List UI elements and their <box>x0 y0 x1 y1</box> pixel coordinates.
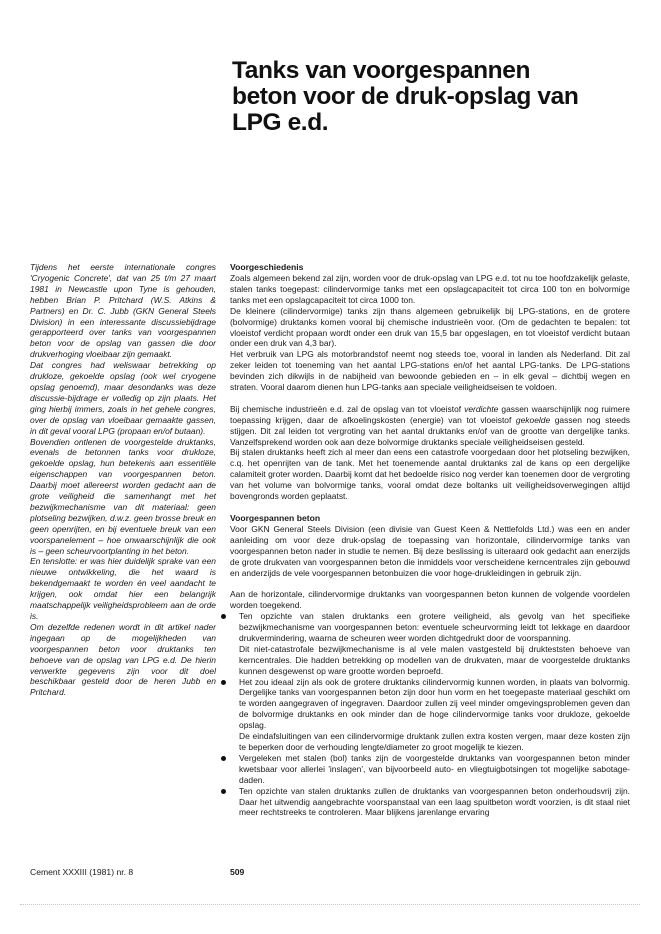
section-heading-voorgespannen-beton: Voorgespannen beton <box>230 512 321 523</box>
emphasis-text: gekoelde <box>515 414 551 425</box>
body-paragraph: Bij chemische industrieën e.d. zal de opslag van tot vloeistof verdichte gassen waarschijnlijk nog ruimere toepassing krijgen, daar de afkoelingskosten (energie) van tot vloeistof gekoelde gassen nog steeds stijgen. Dit zal leiden tot vergroting van het aantal druktanks en/of van de grootte van dergelijke tanks. Vanzelfsprekend worden ook aan deze bolvormige druktanks speciale veiligheidseisen gesteld. <box>230 403 630 447</box>
intro-paragraph: Bovendien ontlenen de voorgestelde druktanks, evenals de betonnen tanks voor drukloze, gekoelde opslag, hun betekenis aan essentiële eigenschappen van voorgespannen beton. Daarbij moet allereerst worden gedacht aan de grote veiligheid die samenhangt met het bezwijkmechanisme van dit materiaal: geen plotseling bezwijken, d.w.z. geen brosse breuk en geen openrijten, en bij eventuele breuk van een voorspanelement – hoe onwaarschijnlijk die ook is – geen scheurvoortplanting in het beton. <box>30 436 216 556</box>
list-item: Ten opzichte van stalen druktanks zullen de druktanks van voorgespannen beton onderhoudsvrij zijn. Daar het uitwendig aangebrachte voorspanstaal van een laag spuitbeton wordt voorzien, is dit staal niet meer rechtstreeks te controleren. Maar blijkens jarenlange ervaring <box>230 786 630 819</box>
list-item: Dit niet-catastrofale bezwijkmechanisme is al vele malen vastgesteld bij drukteststen behoeve van kerncentrales. Die hadden betrekking op modellen van de drukvaten, maar de voorgestelde druktanks kunnen desgewenst op ware grootte worden beproefd. <box>239 643 630 676</box>
body-paragraph: Aan de horizontale, cilindervormige druktanks van voorgespannen beton kunnen de volgende voordelen worden toegekend. <box>230 589 630 611</box>
intro-paragraph: Dat congres had weliswaar betrekking op drukloze, gekoelde opslag (ook wel cryogene opslag genoemd), maar desondanks was deze discussie-bijdrage er volledig op zijn plaats. Het ging hierbij immers, zoals in het gehele congres, over de opslag van vloeibaar gemaakte gassen, in dit geval vooral LPG (propaan en/of butaan). <box>30 360 216 436</box>
page-number: 509 <box>230 867 245 877</box>
bullet-icon <box>221 789 226 794</box>
body-paragraph: Zoals algemeen bekend zal zijn, worden voor de druk-opslag van LPG e.d. tot nu toe hoofdzakelijk gelaste, stalen tanks toegepast: cilindervormige tanks met een opslagcapaciteit tot circa 100 ton en bolvormige tanks met een opslagcapaciteit tot circa 1000 ton. <box>230 273 630 305</box>
intro-paragraph: Om dezelfde redenen wordt in dit artikel nader ingegaan op de mogelijkheden van voorgespannen beton voor druktanks ten behoeve van de opslag van LPG e.d. De hierin verwerkte gegevens zijn voor dit doel beschikbaar gesteld door de heren Jubb en Pritchard. <box>30 621 216 698</box>
section-heading-voorgeschiedenis: Voorgeschiedenis <box>230 262 304 272</box>
body-paragraph: Het verbruik van LPG als motorbrandstof neemt nog steeds toe, vooral in landen als Nederland. Dit zal zeker leiden tot toeneming van het aantal LPG-stations en/of het aantal LPG-tanks. De LPG-stations bevinden zich dikwijls in de nabijheid van bewoonde gebieden en – in elk geval – dichtbij wegen en straten. Vooral daarom dienen hun LPG-tanks aan speciale veiligheidseisen te voldoen. <box>230 349 630 393</box>
article-title <box>232 58 642 136</box>
page-edge-divider <box>20 904 640 905</box>
list-item: Ten opzichte van stalen druktanks een grotere veiligheid, als gevolg van het specifieke bezwijkmechanisme van voorgespannen beton: eventuele scheurvorming leidt tot lekkage en daardoor drukvermindering, waarna de scheuren weer worden dichtgedrukt door de voorspanning. <box>230 611 630 644</box>
body-paragraph: Bij stalen druktanks heeft zich al meer dan eens een catastrofe voorgedaan door het plotseling bezwijken, c.q. het openrijten van de tank. Met het toenemende aantal druktanks zal de kans op een dergelijke calamiteit groter worden. Daarbij komt dat het bedoelde risico nog verder kan toenemen door de vergroting van het volume van bolvormige tanks, vooral omdat deze boltanks uit veiligheidsoverwegingen altijd bovengronds worden geplaatst. <box>230 447 630 502</box>
journal-reference: Cement XXXIII (1981) nr. 8 <box>30 867 134 877</box>
emphasis-text: verdichte <box>464 403 499 414</box>
title-line: Tanks van voorgespannen <box>232 57 531 84</box>
bullet-icon <box>221 680 226 685</box>
main-column <box>230 262 630 818</box>
title-line: LPG e.d. <box>232 109 329 136</box>
intro-paragraph: Tijdens het eerste internationale congres 'Cryogenic Concrete', dat van 25 t/m 27 maart 1981 in Newcastle upon Tyne is gehouden, hebben Brian P. Pritchard (W.S. Atkins & Partners) en Dr. C. Jubb (GKN General Steels Division) in een interessante discussiebijdrage gerapporteerd over tanks van voorgespannen beton voor de opslag van gassen die door drukverhoging vloeibaar zijn gemaakt. <box>30 262 216 360</box>
body-paragraph: De kleinere (cilindervormige) tanks zijn thans algemeen gebruikelijk bij LPG-stations, en de grotere (bolvormige) druktanks komen vooral bij chemische industrieën voor. (Om de gedachten te bepalen: tot vloeistof verdicht propaan wordt onder een druk van 15,5 bar opgeslagen, en tot vloeistof verdicht butaan onder een druk van 4,3 bar). <box>230 305 630 349</box>
bullet-icon <box>221 614 226 619</box>
advantages-list <box>230 611 630 818</box>
bullet-icon <box>221 756 226 761</box>
list-item: Vergeleken met stalen (bol) tanks zijn de voorgestelde druktanks van voorgespannen beton minder kwetsbaar voor allerlei 'inslagen', van bijvoorbeeld auto- en vliegtuigbotsingen tot mogelijke sabotage-daden. <box>230 753 630 786</box>
intro-column <box>30 262 216 698</box>
list-item: De eindafsluitingen van een cilindervormige druktank zullen extra kosten vergen, maar deze kosten zijn te beperken door de verhouding lengte/diameter zo groot mogelijk te kiezen. <box>239 731 630 753</box>
list-item: Het zou ideaal zijn als ook de grotere druktanks cilindervormig kunnen worden, in plaats van bolvormig. Dergelijke tanks van voorgespannen beton zijn door hun vorm en het toegepaste materiaal geschikt om te worden aangegraven of ingegraven. Daardoor zullen zij veel minder omgevingsproblemen geven dan de bolvormige druktanks en ook minder dan de hoge cilindervormige tanks voor drukloze, gekoelde opslag. <box>230 677 630 732</box>
intro-paragraph: En tenslotte: er was hier duidelijk sprake van een nieuwe ontwikkeling, die het waard is bekendgemaakt te worden én veel aandacht te krijgen, ook omdat hier een belangrijk maatschappelijk veiligheidsprobleem aan de orde is. <box>30 556 216 621</box>
body-paragraph: Voor GKN General Steels Division (een divisie van Guest Keen & Nettlefolds Ltd.) was een en ander aanleiding om voor deze druk-opslag de toepassing van horizontale, cilindervormige tanks van voorgespannen beton nader in studie te nemen. Bij deze beslissing is uiteraard ook gedacht aan enerzijds de grote drukvaten van voorgespannen beton die inmiddels voor verscheidene kerncentrales zijn gebouwd en anderzijds de vele voorgespannen betonbuizen die voor hoge-drukleidingen in gebruik zijn. <box>230 523 630 578</box>
title-line: beton voor de druk-opslag van <box>232 83 579 110</box>
